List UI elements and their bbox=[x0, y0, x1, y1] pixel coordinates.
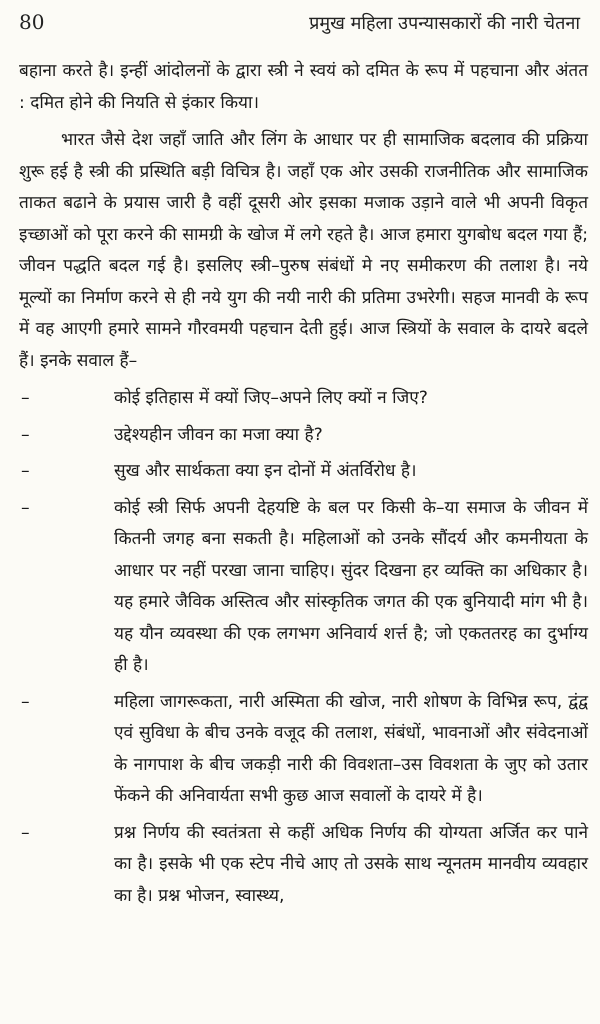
opening-paragraph: बहाना करते है। इन्हीं आंदोलनों के द्वारा स्त्री ने स्वयं को दमित के रूप में पहचाना और अंतत : दमित होने की नियति से इंकार किया। bbox=[19, 61, 588, 113]
list-item-text: प्रश्न निर्णय की स्वतंत्रता से कहीं अधिक निर्णय की योग्यता अर्जित कर पाने का है। इसके भी एक स्टेप नीचे आए तो उसके साथ न्यूनतम मानवीय व्यवहार का है। प्रश्न भोजन, स्वास्थ्य, bbox=[114, 822, 588, 906]
list-item bbox=[19, 420, 588, 452]
list-item bbox=[19, 456, 588, 488]
main-paragraph: भारत जैसे देश जहाँ जाति और लिंग के आधार पर ही सामाजिक बदलाव की प्रक्रिया शुरू हई है स्त्री की प्रस्थिति बड़ी विचित्र है। जहाँ एक ओर उसकी राजनीतिक और सामाजिक ताकत बढाने के प्रयास जारी है वहीं दूसरी ओर इसका मजाक उड़ाने वाले भी अपनी विकृत इच्छाओं को पूरा करने की सामग्री के खोज में लगे रहते है। आज हमारा युगबोध बदल गया हैं; जीवन पद्धति बदल गई है। इसलिए स्त्री–पुरुष संबंधों मे नए समीकरण की तलाश है। नये मूल्यों का निर्माण करने से ही नये युग की नयी नारी की प्रतिमा उभरेगी। सहज मानवी के रूप में वह आएगी हमारे सामने गौरवमयी पहचान देती हुई। आज स्त्रियों के सवाल के दायरे बदले हैं। इनके सवाल हैं– bbox=[19, 130, 588, 371]
running-head: प्रमुख महिला उपन्यासकारों की नारी चेतना bbox=[309, 13, 580, 34]
list-item bbox=[19, 493, 588, 682]
page-number: 80 bbox=[19, 10, 45, 34]
dash-bullet: – bbox=[21, 388, 30, 408]
list-item bbox=[19, 383, 588, 415]
list-item-text: उद्देश्यहीन जीवन का मजा क्या है? bbox=[114, 424, 323, 445]
list-item bbox=[19, 687, 588, 813]
list-item bbox=[19, 818, 588, 913]
list-item-text: कोई इतिहास में क्यों जिए–अपने लिए क्यों न जिए? bbox=[114, 388, 428, 408]
page-header bbox=[19, 10, 588, 54]
list-item-text: महिला जागरूकता, नारी अस्मिता की खोज, नारी शोषण के विभिन्न रूप, द्वंद्व एवं सुविधा के बीच उनके वजूद की तलाश, संबंधों, भावनाओं और संवेदनाओं के नागपाश के बीच जकड़ी नारी की विवशता–उस विवशता के जुए को उतार फेंकने की अनिवार्यता सभी कुछ आज सवालों के दायरे में है। bbox=[114, 691, 588, 806]
list-item-text: सुख और सार्थकता क्या इन दोनों में अंतर्विरोध है। bbox=[114, 461, 417, 481]
dash-bullet: – bbox=[21, 424, 30, 445]
dash-bullet: – bbox=[21, 461, 30, 481]
questions-list bbox=[19, 383, 588, 912]
dash-bullet: – bbox=[21, 497, 30, 518]
dash-bullet: – bbox=[21, 691, 30, 712]
list-item-text: कोई स्त्री सिर्फ अपनी देहयष्टि के बल पर किसी के–या समाज के जीवन में कितनी जगह बना सकती है। महिलाओं को उनके सौंदर्य और कमनीयता के आधार पर नहीं परखा जाना चाहिए। सुंदर दिखना हर व्यक्ति का अधिकार है। यह हमारे जैविक अस्तित्व और सांस्कृतिक जगत की एक बुनियादी मांग भी है। यह यौन व्यवस्था की एक लगभग अनिवार्य शर्त्त है; जो एकततरह का दुर्भाग्य ही है। bbox=[114, 497, 588, 675]
dash-bullet: – bbox=[21, 822, 30, 843]
